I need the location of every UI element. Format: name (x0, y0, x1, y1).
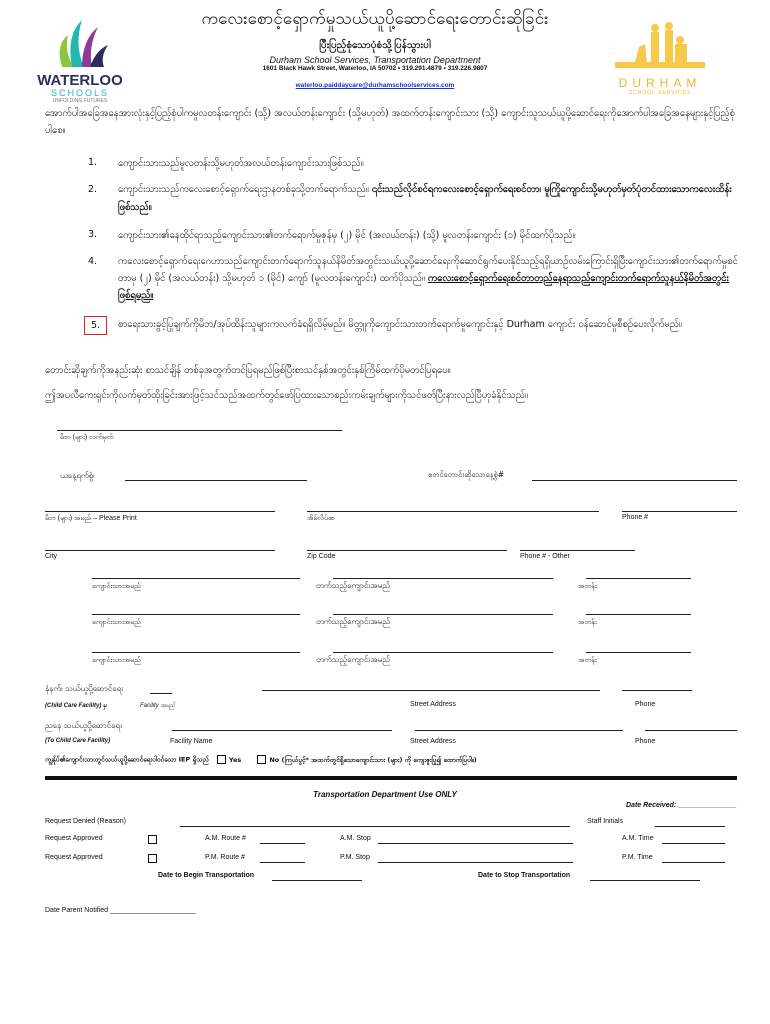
note-2: ဤအပလီကေးရှင်းကိုလက်မှတ်ထိုးခြင်းအားဖြင့်သင်သည်အထက်တွင်ဖော်ပြထားသောစည်းကမ်းချက်များကိုသင်ဖတ်ပြီးနားလည်ပြီဟုခံနိုင်သည်။ (45, 390, 528, 401)
item-text: ကျောင်းသားသည်မူလတန်းသို့မဟုတ်အလယ်တန်းကျောင်းသားဖြစ်သည်။ (118, 158, 364, 169)
student-name-label: ကျောင်းသားအမည် (92, 583, 141, 590)
city-field[interactable] (45, 550, 275, 551)
note-1: တောင်းဆိုချက်ကိုအနည်းဆုံး စာသင်ချိန် တစ်ခုအတွက်တင်ပြရမည်ဖြစ်ပြီးစာသင်နှစ်အတွင်းနှစ်ကြိမ်ထက်ပိုမတင်ပြရပေ။ (45, 365, 451, 376)
page-title: ကလေးစောင့်ရှောက်မှုသယ်ယူပို့ဆောင်ရေးတောင်းဆိုခြင်း (201, 9, 549, 29)
address: 1601 Black Hawk Street, Waterloo, IA 50702 • 319.291.4879 • 319.226.9807 (262, 65, 488, 72)
item-num: 2. (88, 184, 98, 195)
item-num: 1. (88, 157, 98, 168)
grade-label: အတန်း (578, 657, 597, 664)
parent-notified-label: Date Parent Notified ______________________ (45, 907, 196, 914)
am-phone-field[interactable] (622, 690, 692, 691)
pm-stop-label: P.M. Stop (340, 854, 370, 861)
to-facility-label: (To Child Care Facility) (45, 738, 111, 744)
item-text: ကျောင်းသား၏နေထိုင်ရာသည်ကျောင်းသား၏တက်ရောက်မှုဇုန်မှ (၂) မိုင် (အလယ်တန်း) (သို့) မူလတန်းကျောင်း (၁) မိုင်ထက်ပိုသည်။ (118, 230, 576, 241)
item-num: 4. (88, 256, 98, 267)
waterloo-logo (37, 15, 123, 105)
item-num: 3. (88, 229, 98, 240)
phone-label: Phone # (622, 514, 649, 521)
durham-sub: SCHOOL SERVICES (628, 90, 692, 96)
denied-label: Request Denied (Reason) (45, 818, 126, 825)
item-4 (88, 253, 738, 304)
phone-field[interactable] (622, 511, 737, 512)
zip-field[interactable] (307, 550, 507, 551)
phone-other-label: Phone # - Other (520, 553, 570, 560)
grade-label: အတန်း (578, 583, 597, 590)
section-divider (45, 776, 737, 780)
phone-label: Phone (635, 738, 656, 745)
date-received: Date Received: _______________ (626, 802, 737, 809)
yes-label: Yes (228, 755, 242, 764)
item-text: ကလေးစောင့်ရှောက်ရေးဂေဟာသည်ကျောင်းတက်ရောက်သူနယ်နိမိတ်အတွင်းသယ်ယူပို့ဆောင်ရေးကိုဆောင်ရွက်ပေးနိုင်သည့်ရရှိယာဉ်လမ်းကြောင်းရှိပြီးကျောင်းသား၏တက်ရောက်မှုစင်တာမှ (၂) မိုင် (အလယ်တန်း) သို့မဟုတ် ၁ (မိုင်) ကျော် (မူလတန်းကျောင်း) ထက်ပိုသည်။ (118, 256, 738, 284)
zip-label: Zip Code (307, 553, 336, 560)
item-bold-text: ၎င်းသည်လိုင်စင်ရကလေးစောင့်ရှောက်ရေးစင်တာ၊ မူကြိုကျောင်းသို့မဟုတ်မှတ်ပုံတင်ထားသောကလေးထိန်းဖြစ်သည်။ (118, 184, 732, 213)
durham-name: DURHAM (618, 76, 702, 90)
request-start-label: စတင်တောင်းဆိုသောနေ့စွဲ# (428, 470, 505, 479)
am-care-label: နံနက်၊ သယ်ယူပို့ဆောင်ရေး (45, 684, 124, 693)
school-name-label: တက်သည့်ကျောင်းအမည် (316, 581, 390, 590)
durham-logo (610, 22, 710, 102)
item-3 (88, 229, 738, 243)
header-block (130, 8, 620, 91)
intro-text: အောက်ပါအခြေအနေအားလုံးနှင့်ပြည့်စုံပါကမူလတန်းကျောင်း (သို့) အလယ်တန်းကျောင်း (သို့မဟုတ်) အထက်တန်းကျောင်းသား (သို့) ကျောင်းသူသယ်ယူပို့ဆောင်ရေးကိုအောက်ပါအခြေအနေများနှင့်ပြည့်စုံပါစေ။ (45, 108, 735, 136)
am-time-label: A.M. Time (622, 835, 654, 842)
waterloo-name: WATERLOO (37, 72, 123, 89)
no-label: No (ကြယ်ပွင့်* အထက်တွင်ရှိသောကျောင်းသား (များ) ကို ကျေးဇူးပြု၍ ထောက်ပြပါ။) (269, 755, 477, 764)
student-name-label: ကျောင်းသားအမည် (92, 619, 141, 626)
waterloo-sub: SCHOOLS (50, 88, 109, 98)
item-1 (88, 157, 738, 171)
yes-checkbox[interactable] (217, 756, 241, 764)
item-text: ကျောင်းသားသည်ကလေးစောင့်ရှောက်ရေးဌာနတစ်ခုသို့တက်ရောက်သည်။ (118, 184, 372, 195)
item-text: စာရေးသားခွင့်ပြုချက်ကိုမိဘ/အုပ်ထိန်းသူများကလက်ခံရရှိလိမ့်မည်။ မိတ္တူကိုကျောင်းသားတက်ရောက်မှုကျောင်းနှင့် Durham ကျောင်း ဝန်ဆောင်မှုစီစဉ်ပေးလိုက်မည်။ (118, 319, 682, 330)
waterloo-tagline: UNFOLDING FUTURES (52, 98, 108, 104)
school-name-label: တက်သည့်ကျောင်းအမည် (316, 655, 390, 664)
stop-date-label: Date to Stop Transportation (478, 872, 571, 879)
am-address-line[interactable] (386, 690, 600, 691)
pm-time-label: P.M. Time (622, 854, 653, 861)
from-facility-label: (Child Care Facility) မှ (45, 703, 107, 709)
today-date-label: ယနေ့ရက်စွဲ၊ (60, 471, 95, 480)
staff-initials-label: Staff Initials (587, 818, 624, 825)
request-start-field[interactable] (532, 480, 737, 481)
school-name-label: တက်သည့်ကျောင်းအမည် (316, 617, 390, 626)
denied-field[interactable] (180, 826, 570, 827)
pm-approved-checkbox[interactable] (148, 854, 157, 863)
street-label: Street Address (410, 701, 456, 708)
office-title: Transportation Department Use ONLY (313, 790, 457, 799)
facility-name-my-label: Facility အမည် (140, 703, 176, 709)
student-name-label: ကျောင်းသားအမည် (92, 657, 141, 664)
department: Durham School Services, Transportation Department (269, 55, 481, 65)
email-link[interactable]: waterloo.paiddaycare@durhamschoolservices.com (295, 82, 455, 89)
durham-children-icon (615, 22, 705, 72)
approved-label: Request Approved (45, 835, 103, 842)
pm-facility-field[interactable] (172, 730, 392, 731)
parent-signature-label: မိဘ (များ) လက်မှတ် (60, 434, 114, 441)
phone-label: Phone (635, 701, 656, 708)
am-approved-checkbox[interactable] (148, 835, 157, 844)
grade-label: အတန်း (578, 619, 597, 626)
pm-phone-field[interactable] (645, 730, 737, 731)
pm-street-field[interactable] (415, 730, 623, 731)
am-route-label: A.M. Route # (205, 835, 246, 842)
today-date-field[interactable] (125, 480, 307, 481)
pm-care-label: ညနေ သယ်ယူပို့ဆောင်ရေး (45, 721, 123, 730)
am-stop-label: A.M. Stop (340, 835, 371, 842)
address-field[interactable] (307, 511, 599, 512)
iep-question (45, 755, 477, 766)
item-5 (84, 316, 738, 333)
begin-date-label: Date to Begin Transportation (158, 872, 255, 879)
page-subtitle: ပြီးပြည့်စုံသောပုံစံသို့ပြန်သွားပါ (319, 40, 431, 51)
item-num: 5. (84, 316, 107, 335)
parent-name-label: မိဘ (များ) အမည် – Please Print (45, 515, 137, 522)
approved-label: Request Approved (45, 854, 103, 861)
parent-name-field[interactable] (45, 511, 275, 512)
no-checkbox[interactable] (257, 756, 476, 764)
city-label: City (45, 553, 58, 560)
pm-route-label: P.M. Route # (205, 854, 245, 861)
address-label: အိမ်လိပ်စာ (307, 515, 335, 522)
waterloo-logo-icon (50, 15, 110, 70)
item-underline-text: ကလေးစောင့်ရှောက်ရေးစင်တာတည်နေရာသည်ကျောင်းတက်ရောက်သူနယ်နိမိတ်အတွင်းဖြစ်ရမည်။ (118, 273, 729, 301)
facility-name-label: Facility Name (170, 738, 213, 745)
street-label: Street Address (410, 738, 456, 745)
iep-label: ကျွန်ုပ်၏ကျောင်းသားတွင်သယ်ယူပို့ဆောင်ရေးပါဝင်သော IEP ရှိသည် (45, 755, 209, 764)
item-2 (88, 181, 738, 217)
phone-other-field[interactable] (520, 550, 635, 551)
